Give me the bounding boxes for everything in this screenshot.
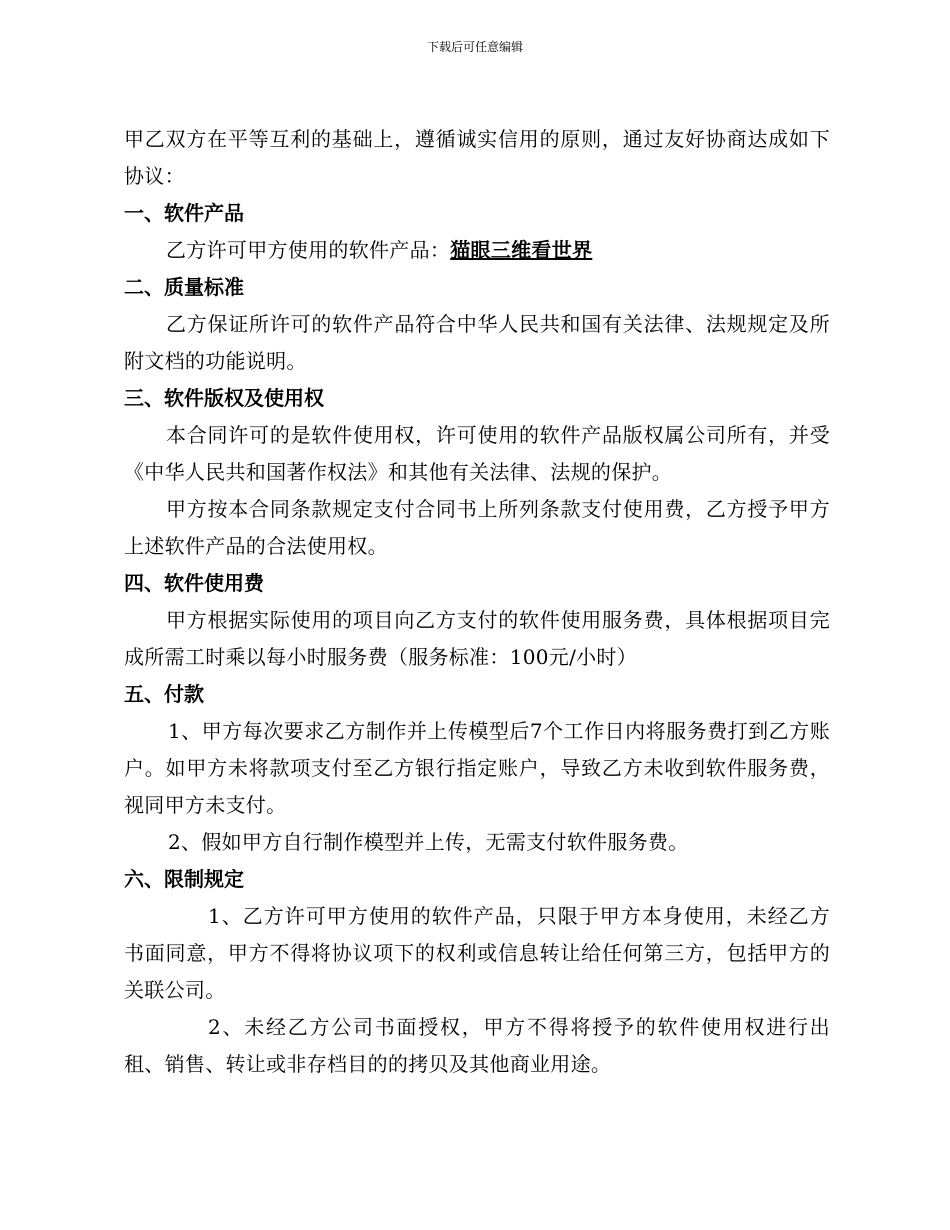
quality-standard-paragraph: 乙方保证所许可的软件产品符合中华人民共和国有关法律、法规规定及所附文档的功能说明。	[124, 312, 830, 373]
section-heading-software-product: 一、软件产品	[124, 201, 244, 225]
payment-paragraph-1: 1、甲方每次要求乙方制作并上传模型后7个工作日内将服务费打到乙方账户。如甲方未将款项支付至乙方银行指定账户，导致乙方未收到软件服务费，视同甲方未支付。	[124, 719, 830, 817]
restrictions-paragraph-2: 2、未经乙方公司书面授权，甲方不得将授予的软件使用权进行出租、销售、转让或非存档目的的拷贝及其他商业用途。	[124, 1015, 830, 1076]
product-name: 猫眼三维看世界	[450, 238, 593, 262]
usage-fee-paragraph: 甲方根据实际使用的项目向乙方支付的软件使用服务费，具体根据项目完成所需工时乘以每小时服务费（服务标准：100元/小时）	[124, 608, 830, 669]
page-header-note: 下载后可任意编辑	[426, 40, 523, 54]
copyright-paragraph-2: 甲方按本合同条款规定支付合同书上所列条款支付使用费，乙方授予甲方上述软件产品的合法使用权。	[124, 497, 830, 558]
software-product-label: 乙方许可甲方使用的软件产品：	[166, 238, 451, 262]
copyright-paragraph-1: 本合同许可的是软件使用权，许可使用的软件产品版权属公司所有，并受《中华人民共和国著作权法》和其他有关法律、法规的保护。	[124, 423, 830, 484]
intro-paragraph: 甲乙双方在平等互利的基础上，遵循诚实信用的原则，通过友好协商达成如下协议：	[124, 127, 830, 188]
section-heading-restrictions: 六、限制规定	[124, 867, 244, 891]
section-heading-quality-standard: 二、质量标准	[124, 275, 244, 299]
contract-body	[124, 121, 830, 1083]
restrictions-paragraph-1: 1、乙方许可甲方使用的软件产品，只限于甲方本身使用，未经乙方书面同意，甲方不得将协议项下的权利或信息转让给任何第三方，包括甲方的关联公司。	[124, 904, 830, 1002]
payment-paragraph-2: 2、假如甲方自行制作模型并上传，无需支付软件服务费。	[168, 830, 689, 854]
software-product-paragraph	[124, 232, 830, 269]
section-heading-usage-fee: 四、软件使用费	[124, 571, 264, 595]
section-heading-payment: 五、付款	[124, 682, 204, 706]
section-heading-copyright: 三、软件版权及使用权	[124, 386, 324, 410]
